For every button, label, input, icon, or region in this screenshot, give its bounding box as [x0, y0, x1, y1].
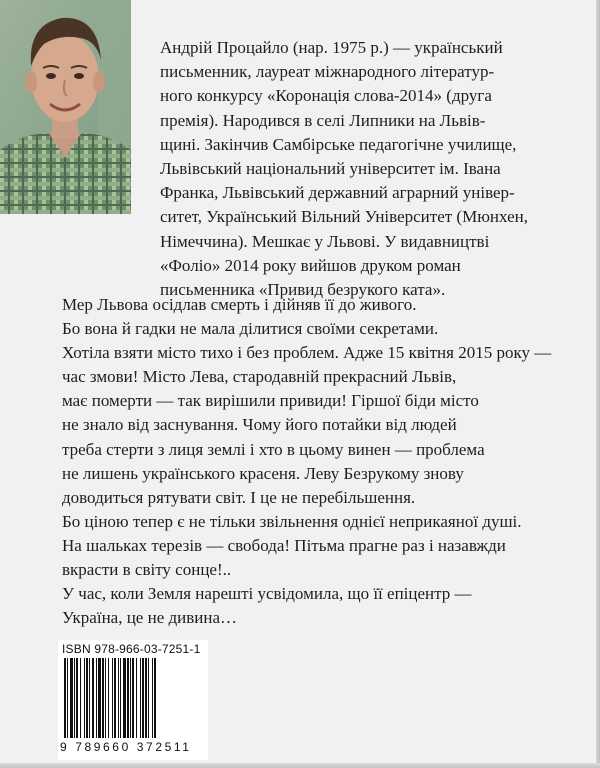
- author-photo: [0, 0, 131, 214]
- blurb-line: Бо вона й гадки не мала ділитися своїми секретами.: [62, 319, 439, 339]
- author-bio: [160, 36, 568, 302]
- bio-line: Львівський національний університет ім. Івана: [160, 159, 501, 179]
- barcode-digits: 9 789660 372511: [60, 740, 192, 754]
- blurb-line: Україна, це не дивина…: [62, 608, 238, 628]
- barcode-icon: [64, 658, 202, 738]
- bio-line: ного конкурсу «Коронація слова-2014» (друга: [160, 86, 492, 106]
- bio-line: Андрій Процайло (нар. 1975 р.) — український: [160, 38, 503, 57]
- blurb-line: не знало від заснування. Чому його потайки від людей: [62, 415, 457, 435]
- bio-line: письменника «Привид безрукого ката».: [160, 280, 446, 300]
- blurb-line: час змови! Місто Лева, стародавній прекрасний Львів,: [62, 367, 457, 387]
- blurb-line: Мер Львова осідлав смерть і дійняв її до живого.: [62, 295, 417, 314]
- page-edge-bottom: [0, 763, 600, 768]
- blurb-line: доводиться рятувати світ. І це не перебільшення.: [62, 487, 416, 507]
- blurb-line: не лишень українського красеня. Леву Безрукому знову: [62, 463, 464, 483]
- page-edge-right: [596, 0, 600, 768]
- bio-line: Франка, Львівський державний аграрний універ-: [160, 183, 515, 203]
- book-blurb: [62, 293, 577, 630]
- blurb-line: На шальках терезів — свобода! Пітьма прагне раз і назавжди: [62, 535, 506, 555]
- blurb-line: Хотіла взяти місто тихо і без проблем. Адже 15 квітня 2015 року —: [62, 343, 552, 363]
- blurb-line: У час, коли Земля нарешті усвідомила, що її епіцентр —: [62, 584, 472, 604]
- bio-line: письменник, лауреат міжнародного літератур-: [160, 62, 495, 82]
- blurb-line: Бо ціною тепер є не тільки звільнення однієї неприкаяної душі.: [62, 511, 522, 531]
- bio-line: Німеччина). Мешкає у Львові. У видавництві: [160, 231, 490, 251]
- blurb-line: має померти — так вирішили привиди! Гіршої біди місто: [62, 391, 479, 411]
- bio-line: «Фоліо» 2014 року вийшов друком роман: [160, 255, 461, 275]
- isbn-label: ISBN 978-966-03-7251-1: [62, 642, 201, 656]
- bio-line: ситет, Український Вільний Університет (Мюнхен,: [160, 207, 528, 227]
- bio-line: щині. Закінчив Самбірське педагогічне училище,: [160, 134, 517, 154]
- blurb-line: треба стерти з лиця землі і хто в цьому винен — проблема: [62, 439, 485, 459]
- bio-line: премія). Народився в селі Липники на Львів-: [160, 110, 486, 130]
- barcode-block: [58, 640, 208, 760]
- blurb-line: вкрасти в світу сонце!..: [62, 560, 232, 580]
